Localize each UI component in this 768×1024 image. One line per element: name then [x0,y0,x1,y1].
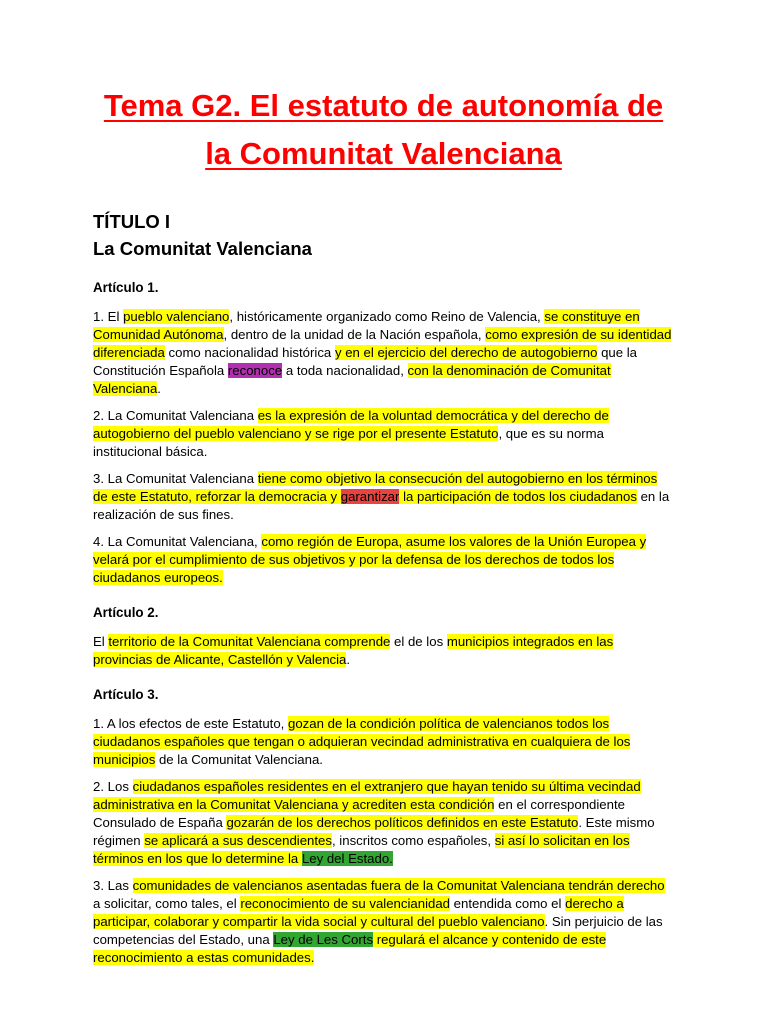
titulo-name: La Comunitat Valenciana [93,238,312,259]
highlight-red-text: garantizar [340,489,400,504]
article-heading: Artículo 1. [93,280,159,295]
paragraph-text: . Este mismo régimen [93,815,655,848]
paragraph-text: , dentro de la unidad de la Nación española, [223,327,486,342]
paragraph-text: 1. A los efectos de este Estatuto, [93,716,289,731]
paragraph-text: 4. La Comunitat Valenciana, [93,534,262,549]
highlight-yellow-text: territorio de la Comunitat Valenciana comprende [108,634,391,649]
paragraph-text: el de los [390,634,447,649]
paragraph-text: que la Constitución Española [93,345,638,378]
highlight-yellow-text: se aplicará a sus descendientes [144,833,332,848]
article-paragraph [93,633,674,669]
document-title: Tema G2. El estatuto de autonomía de la Comunitat Valenciana [103,88,664,171]
paragraph-text: 3. Las [93,878,133,893]
article-paragraph [93,407,674,461]
titulo-label: TÍTULO I [93,211,171,232]
highlight-green-text: Ley de Les Corts [273,932,374,947]
articles-container [93,279,674,967]
highlight-purple-text: reconoce [227,363,283,378]
article-heading: Artículo 3. [93,687,159,702]
paragraph-text: en la realización de sus fines. [93,489,670,522]
highlight-yellow-text: es la expresión de la voluntad democrática y del derecho de autogobierno del pueblo valenciano y se rige por el presente Estatuto [93,408,609,441]
highlight-yellow-text: reconocimiento de su valencianidad [240,896,450,911]
highlight-yellow-text: gozan de la condición política de valencianos todos los ciudadanos españoles que tengan o adquieran vecindad administrativa en cualquiera de los municipios [93,716,631,767]
highlight-yellow-text: si así lo solicitan en los términos en los que lo determine la [93,833,630,866]
article-paragraph [93,877,674,967]
article-paragraph [93,533,674,587]
highlight-yellow-text: como expresión de su identidad diferenciada [93,327,672,360]
article-paragraph [93,470,674,524]
article-paragraph [93,778,674,868]
section-heading [93,208,674,262]
highlight-green-text: Ley del Estado. [301,851,393,866]
paragraph-text: 1. El [93,309,124,324]
article-paragraph [93,308,674,398]
paragraph-text: , inscritos como españoles, [331,833,495,848]
highlight-yellow-text: tiene como objetivo la consecución del autogobierno en los términos de este Estatuto, reforzar la democracia y [93,471,658,504]
paragraph-text: , que es su norma institucional básica. [93,426,604,459]
highlight-yellow-text: la participación de todos los ciudadanos [399,489,637,504]
paragraph-text: 3. La Comunitat Valenciana [93,471,258,486]
highlight-yellow-text: ciudadanos españoles residentes en el extranjero que hayan tenido su última vecindad administrativa en la Comunitat Valenciana y acrediten esta condición [93,779,641,812]
paragraph-text: 2. Los [93,779,133,794]
paragraph-text: a toda nacionalidad, [282,363,408,378]
paragraph-text: en el correspondiente Consulado de España [93,797,625,830]
highlight-yellow-text: pueblo valenciano [123,309,230,324]
paragraph-text: 2. La Comunitat Valenciana [93,408,258,423]
paragraph-text: . [157,381,161,396]
highlight-yellow-text: derecho a participar, colaborar y compartir la vida social y cultural del pueblo valenciano [93,896,624,929]
highlight-yellow-text: comunidades de valencianos asentadas fuera de la Comunitat Valenciana tendrán derecho [132,878,665,893]
highlight-yellow-text: municipios integrados en las provincias de Alicante, Castellón y Valencia [93,634,614,667]
article-paragraph [93,715,674,769]
paragraph-text: entendida como el [450,896,566,911]
highlight-yellow-text: regulará el alcance y contenido de este reconocimiento a estas comunidades. [93,932,607,965]
highlight-yellow-text: con la denominación de Comunitat Valenciana [93,363,611,396]
highlight-yellow-text: gozarán de los derechos políticos definidos en este Estatuto [226,815,579,830]
paragraph-text: . [346,652,351,667]
article-heading: Artículo 2. [93,605,159,620]
paragraph-text: , históricamente organizado como Reino de Valencia, [229,309,545,324]
paragraph-text: . Sin perjuicio de las competencias del Estado, una [93,914,663,947]
paragraph-text: como nacionalidad histórica [164,345,335,360]
highlight-yellow-text: como región de Europa, asume los valores de la Unión Europea y velará por el cumplimiento de sus objetivos y por la defensa de los derechos de todos los ciudadanos europeos. [93,534,647,585]
highlight-yellow-text: se constituye en Comunidad Autónoma [93,309,640,342]
paragraph-text: de la Comunitat Valenciana. [155,752,323,767]
highlight-yellow-text: y en el ejercicio del derecho de autogobierno [334,345,598,360]
paragraph-text: El [93,634,109,649]
paragraph-text: a solicitar, como tales, el [93,896,241,911]
